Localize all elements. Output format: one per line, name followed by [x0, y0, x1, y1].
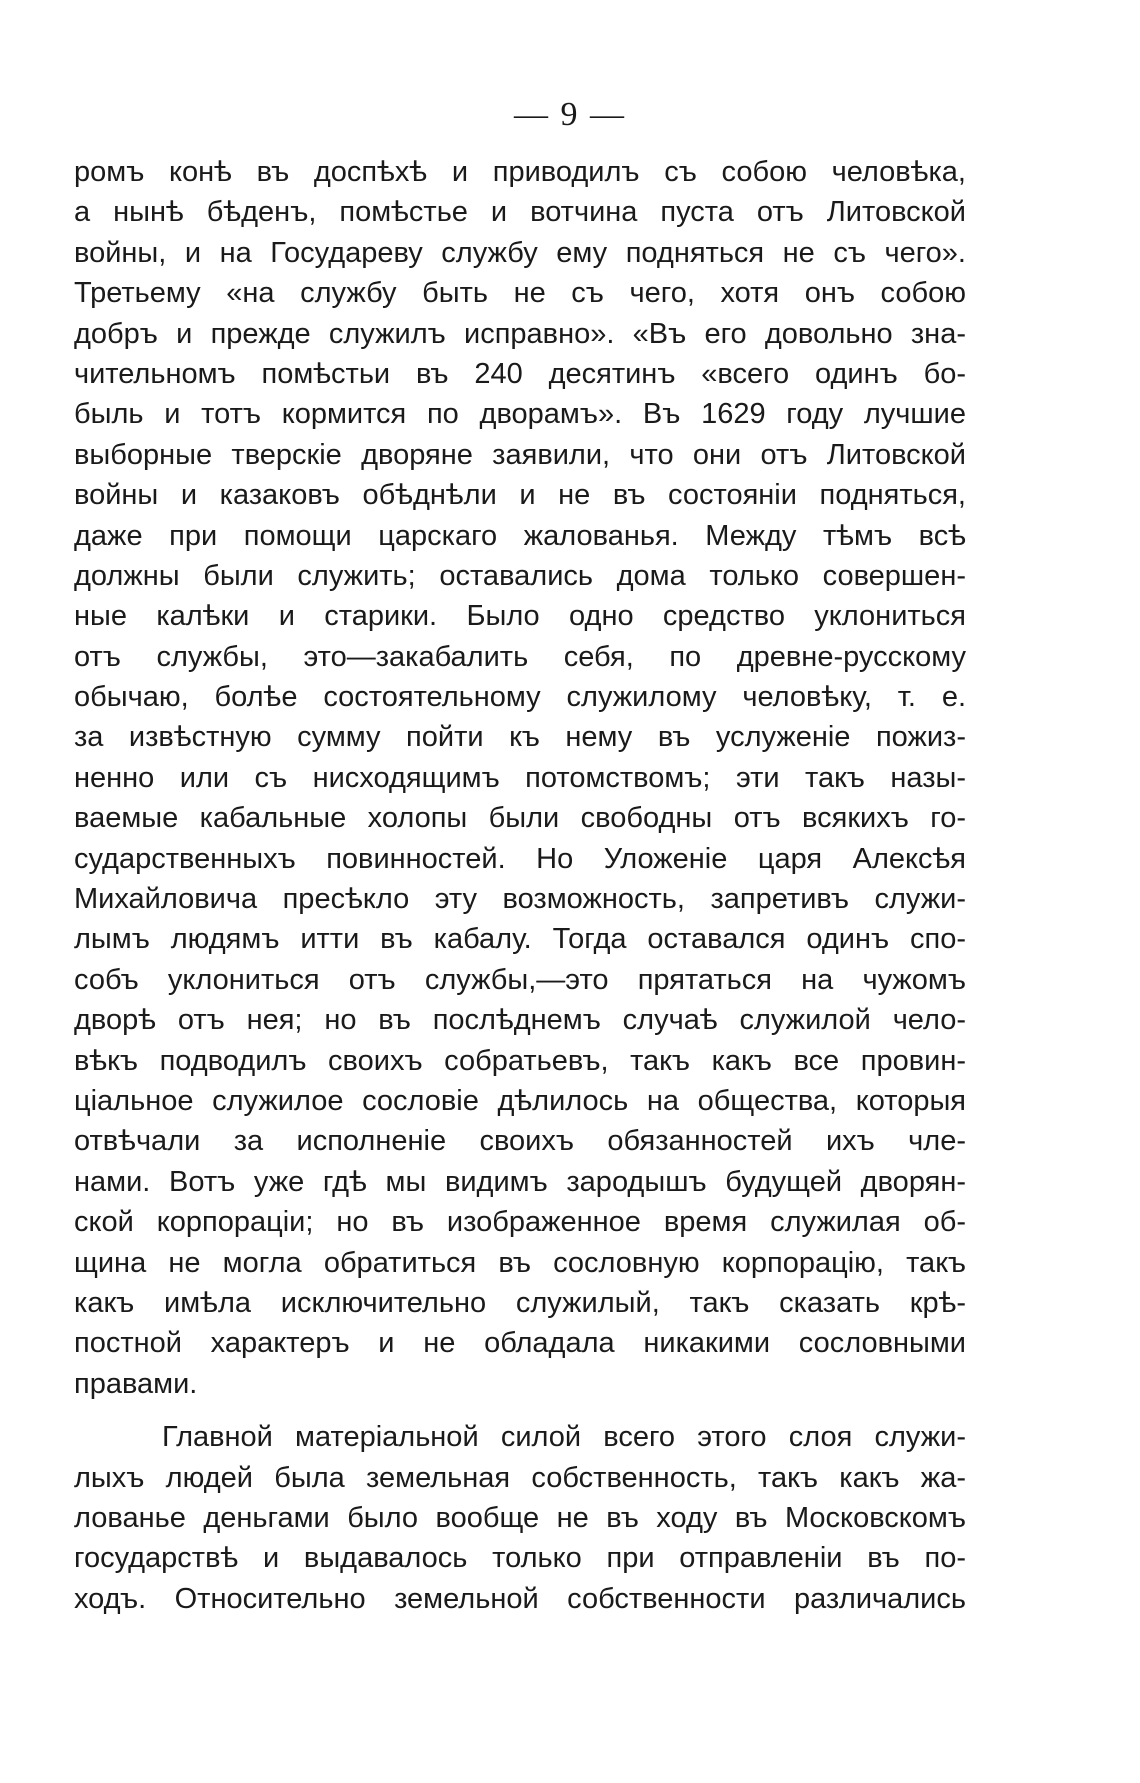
text-line: собъ уклониться отъ службы,—это прятаться на чужомъ — [74, 963, 966, 996]
text-line: нами. Вотъ уже гдѣ мы видимъ зародышъ будущей дворян- — [74, 1165, 966, 1198]
text-line: государствѣ и выдавалось только при отправленiи въ по- — [74, 1542, 966, 1575]
text-line: отъ службы, это—закабалить себя, по древне-русскому — [74, 640, 966, 673]
text-line: ные калѣки и старики. Было одно средство уклониться — [74, 600, 966, 633]
text-line: лованье деньгами было вообще не въ ходу въ Московскомъ — [74, 1501, 966, 1534]
text-line: ской корпорацiи; но въ изображенное время служилая об- — [74, 1206, 966, 1239]
text-line: быль и тотъ кормится по дворамъ». Въ 1629 году лучшие — [74, 398, 966, 431]
text-line: сударственныхъ повинностей. Но Уложенiе царя Алексѣя — [74, 842, 966, 875]
text-line: ваемые кабальные холопы были свободны отъ всякихъ го- — [74, 802, 966, 835]
text-line: выборные тверскiе дворяне заявили, что они отъ Литовской — [74, 438, 966, 471]
text-line: ходъ. Относительно земельной собственности различались — [74, 1582, 966, 1615]
text-line: чительномъ помѣстьи въ 240 десятинъ «всего одинъ бо- — [74, 357, 966, 390]
text-line: дворѣ отъ нея; но въ послѣднемъ случаѣ служилой чело- — [74, 1004, 966, 1037]
text-line: обычаю, болѣе состоятельному служилому человѣку, т. е. — [74, 681, 966, 714]
text-line: войны и казаковъ обѣднѣли и не въ состоянiи подняться, — [74, 479, 966, 512]
text-line: ненно или съ нисходящимъ потомствомъ; эти такъ назы- — [74, 761, 966, 794]
text-line: цiальное служилое сословiе дѣлилось на общества, которыя — [74, 1084, 966, 1117]
text-line: отвѣчали за исполненiе своихъ обязанностей ихъ чле- — [74, 1125, 966, 1158]
text-line: лыхъ людей была земельная собственность, такъ какъ жа- — [74, 1461, 966, 1494]
page-number: — 9 — — [514, 96, 626, 133]
text-line: правами. — [74, 1367, 198, 1400]
paragraph-1 — [74, 152, 966, 1404]
paragraph-2 — [74, 1417, 966, 1619]
text-line: какъ имѣла исключительно служилый, такъ сказать крѣ- — [74, 1286, 966, 1319]
text-line: ромъ конѣ въ доспѣхѣ и приводилъ съ собою человѣка, — [74, 156, 966, 188]
text-line: постной характеръ и не обладала никакими сословными — [74, 1327, 966, 1360]
text-line: Третьему «на службу быть не съ чего, хотя онъ собою — [74, 277, 966, 310]
text-line: щина не могла обратиться въ сословную корпорацiю, такъ — [74, 1246, 966, 1279]
text-line: Михайловича пресѣкло эту возможность, запретивъ служи- — [74, 883, 966, 916]
text-line: вѣкъ подводилъ своихъ собратьевъ, такъ какъ все провин- — [74, 1044, 966, 1077]
text-line: а нынѣ бѣденъ, помѣстье и вотчина пуста отъ Литовской — [74, 196, 966, 229]
text-line: лымъ людямъ итти въ кабалу. Тогда оставался одинъ спо- — [74, 923, 966, 956]
text-line: должны были служить; оставались дома только совершен- — [74, 559, 966, 592]
body-text — [74, 152, 966, 1619]
text-line: Главной матерiальной силой всего этого слоя служи- — [162, 1421, 966, 1454]
text-line: за извѣстную сумму пойти къ нему въ услуженiе пожиз- — [74, 721, 966, 754]
text-line: даже при помощи царскаго жалованья. Между тѣмъ всѣ — [74, 519, 966, 552]
text-line: войны, и на Государеву службу ему подняться не съ чего». — [74, 236, 966, 269]
text-line: добръ и прежде служилъ исправно». «Въ его довольно зна- — [74, 317, 966, 350]
